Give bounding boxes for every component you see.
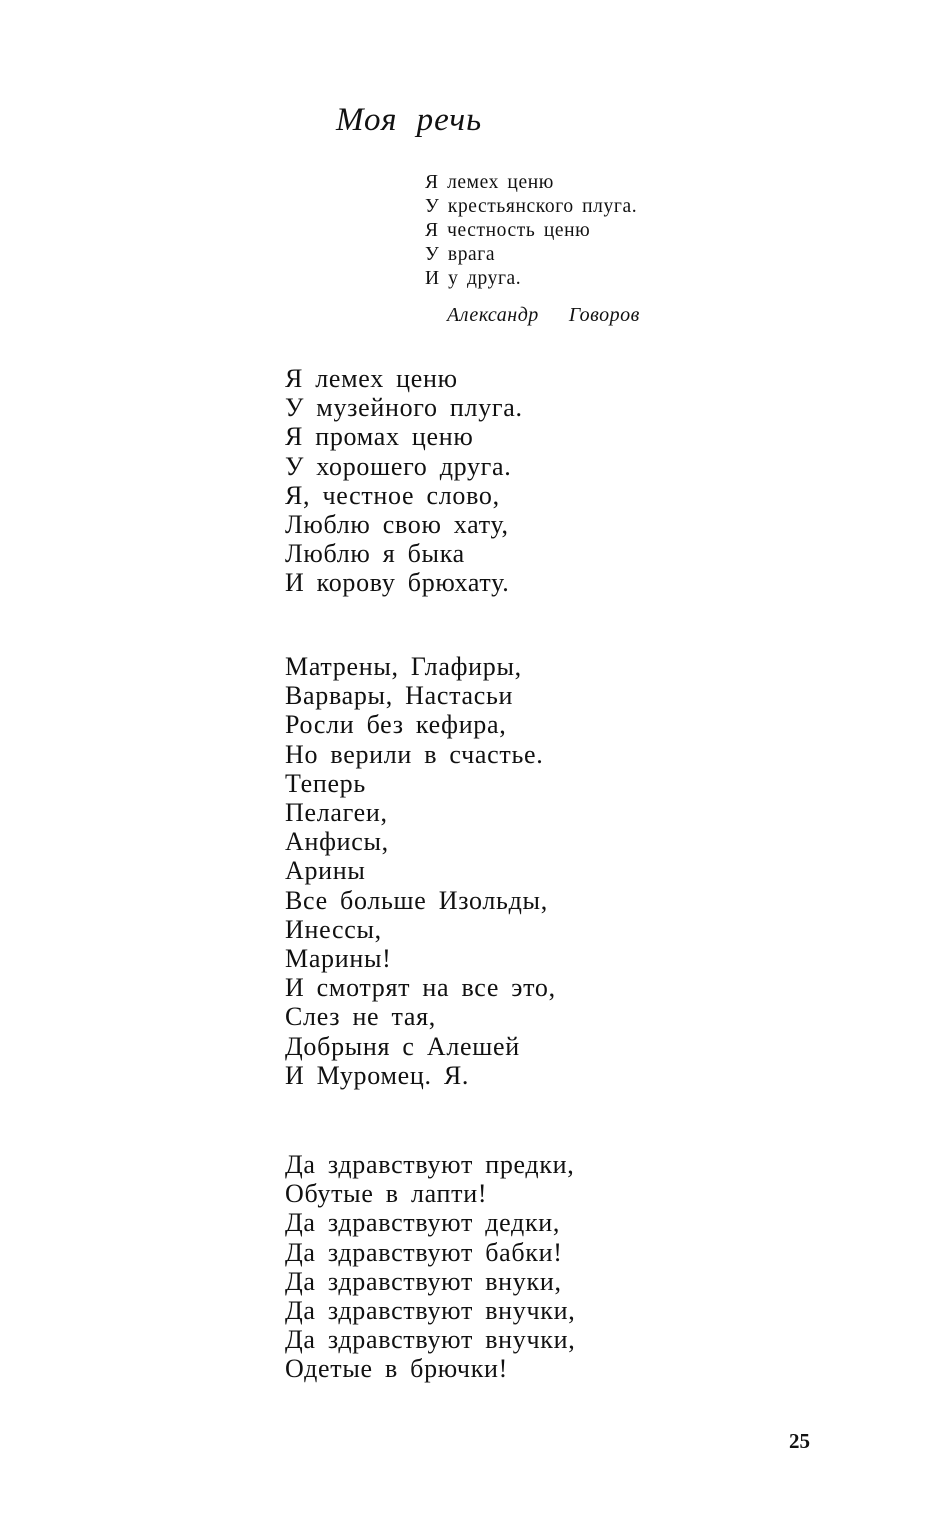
- verse-line: Да здравствуют внуки,: [285, 1266, 562, 1296]
- verse-line: Теперь: [285, 768, 366, 798]
- verse-line: И Муромец. Я.: [285, 1060, 470, 1090]
- epigraph-line: И у друга.: [425, 268, 522, 289]
- verse-line: Пелагеи,: [285, 798, 388, 828]
- epigraph-author-first-name: Александр: [447, 304, 539, 326]
- verse-line: Да здравствуют бабки!: [285, 1237, 563, 1267]
- verse-line: Анфисы,: [285, 827, 389, 857]
- verse-line: И смотрят на все это,: [285, 973, 556, 1003]
- verse-line: Люблю свою хату,: [285, 510, 509, 540]
- verse-line: Но верили в счастье.: [285, 739, 544, 769]
- verse-line: Инессы,: [285, 914, 382, 944]
- verse-line: У музейного плуга.: [285, 393, 523, 423]
- verse-line: Да здравствуют внучки,: [285, 1325, 576, 1355]
- verse-line: Варвары, Настасьи: [285, 681, 514, 711]
- verse-line: Добрыня с Алешей: [285, 1031, 520, 1061]
- stanza-2: [285, 652, 556, 1090]
- verse-line: Все больше Изольды,: [285, 885, 548, 915]
- verse-line: Арины: [285, 856, 366, 886]
- verse-line: Да здравствуют дедки,: [285, 1208, 561, 1238]
- verse-line: И корову брюхату.: [285, 568, 510, 598]
- verse-line: Слез не тая,: [285, 1002, 436, 1032]
- verse-line: Я промах ценю: [285, 422, 474, 452]
- verse-line: Одетые в брючки!: [285, 1354, 508, 1384]
- epigraph-line: Я лемех ценю: [425, 172, 554, 193]
- stanza-1: [285, 364, 523, 598]
- page-number: 25: [789, 1429, 810, 1453]
- verse-line: У хорошего друга.: [285, 451, 512, 481]
- epigraph-line: У крестьянского плуга.: [425, 196, 638, 217]
- verse-line: Да здравствуют внучки,: [285, 1296, 576, 1326]
- verse-line: Я лемех ценю: [285, 364, 458, 393]
- poem-title: Моя речь: [336, 102, 483, 138]
- epigraph-line: У врага: [425, 244, 496, 265]
- epigraph: [425, 171, 637, 291]
- epigraph-line: Я честность ценю: [425, 220, 591, 241]
- epigraph-author-last-name: Говоров: [568, 304, 640, 326]
- verse-line: Да здравствуют предки,: [285, 1150, 575, 1179]
- epigraph-author: [447, 305, 640, 325]
- verse-line: Я, честное слово,: [285, 480, 500, 510]
- verse-line: Люблю я быка: [285, 539, 465, 569]
- verse-line: Росли без кефира,: [285, 710, 507, 740]
- verse-line: Марины!: [285, 944, 392, 974]
- verse-line: Матрены, Глафиры,: [285, 652, 522, 681]
- stanza-3: [285, 1150, 575, 1384]
- verse-line: Обутые в лапти!: [285, 1179, 488, 1209]
